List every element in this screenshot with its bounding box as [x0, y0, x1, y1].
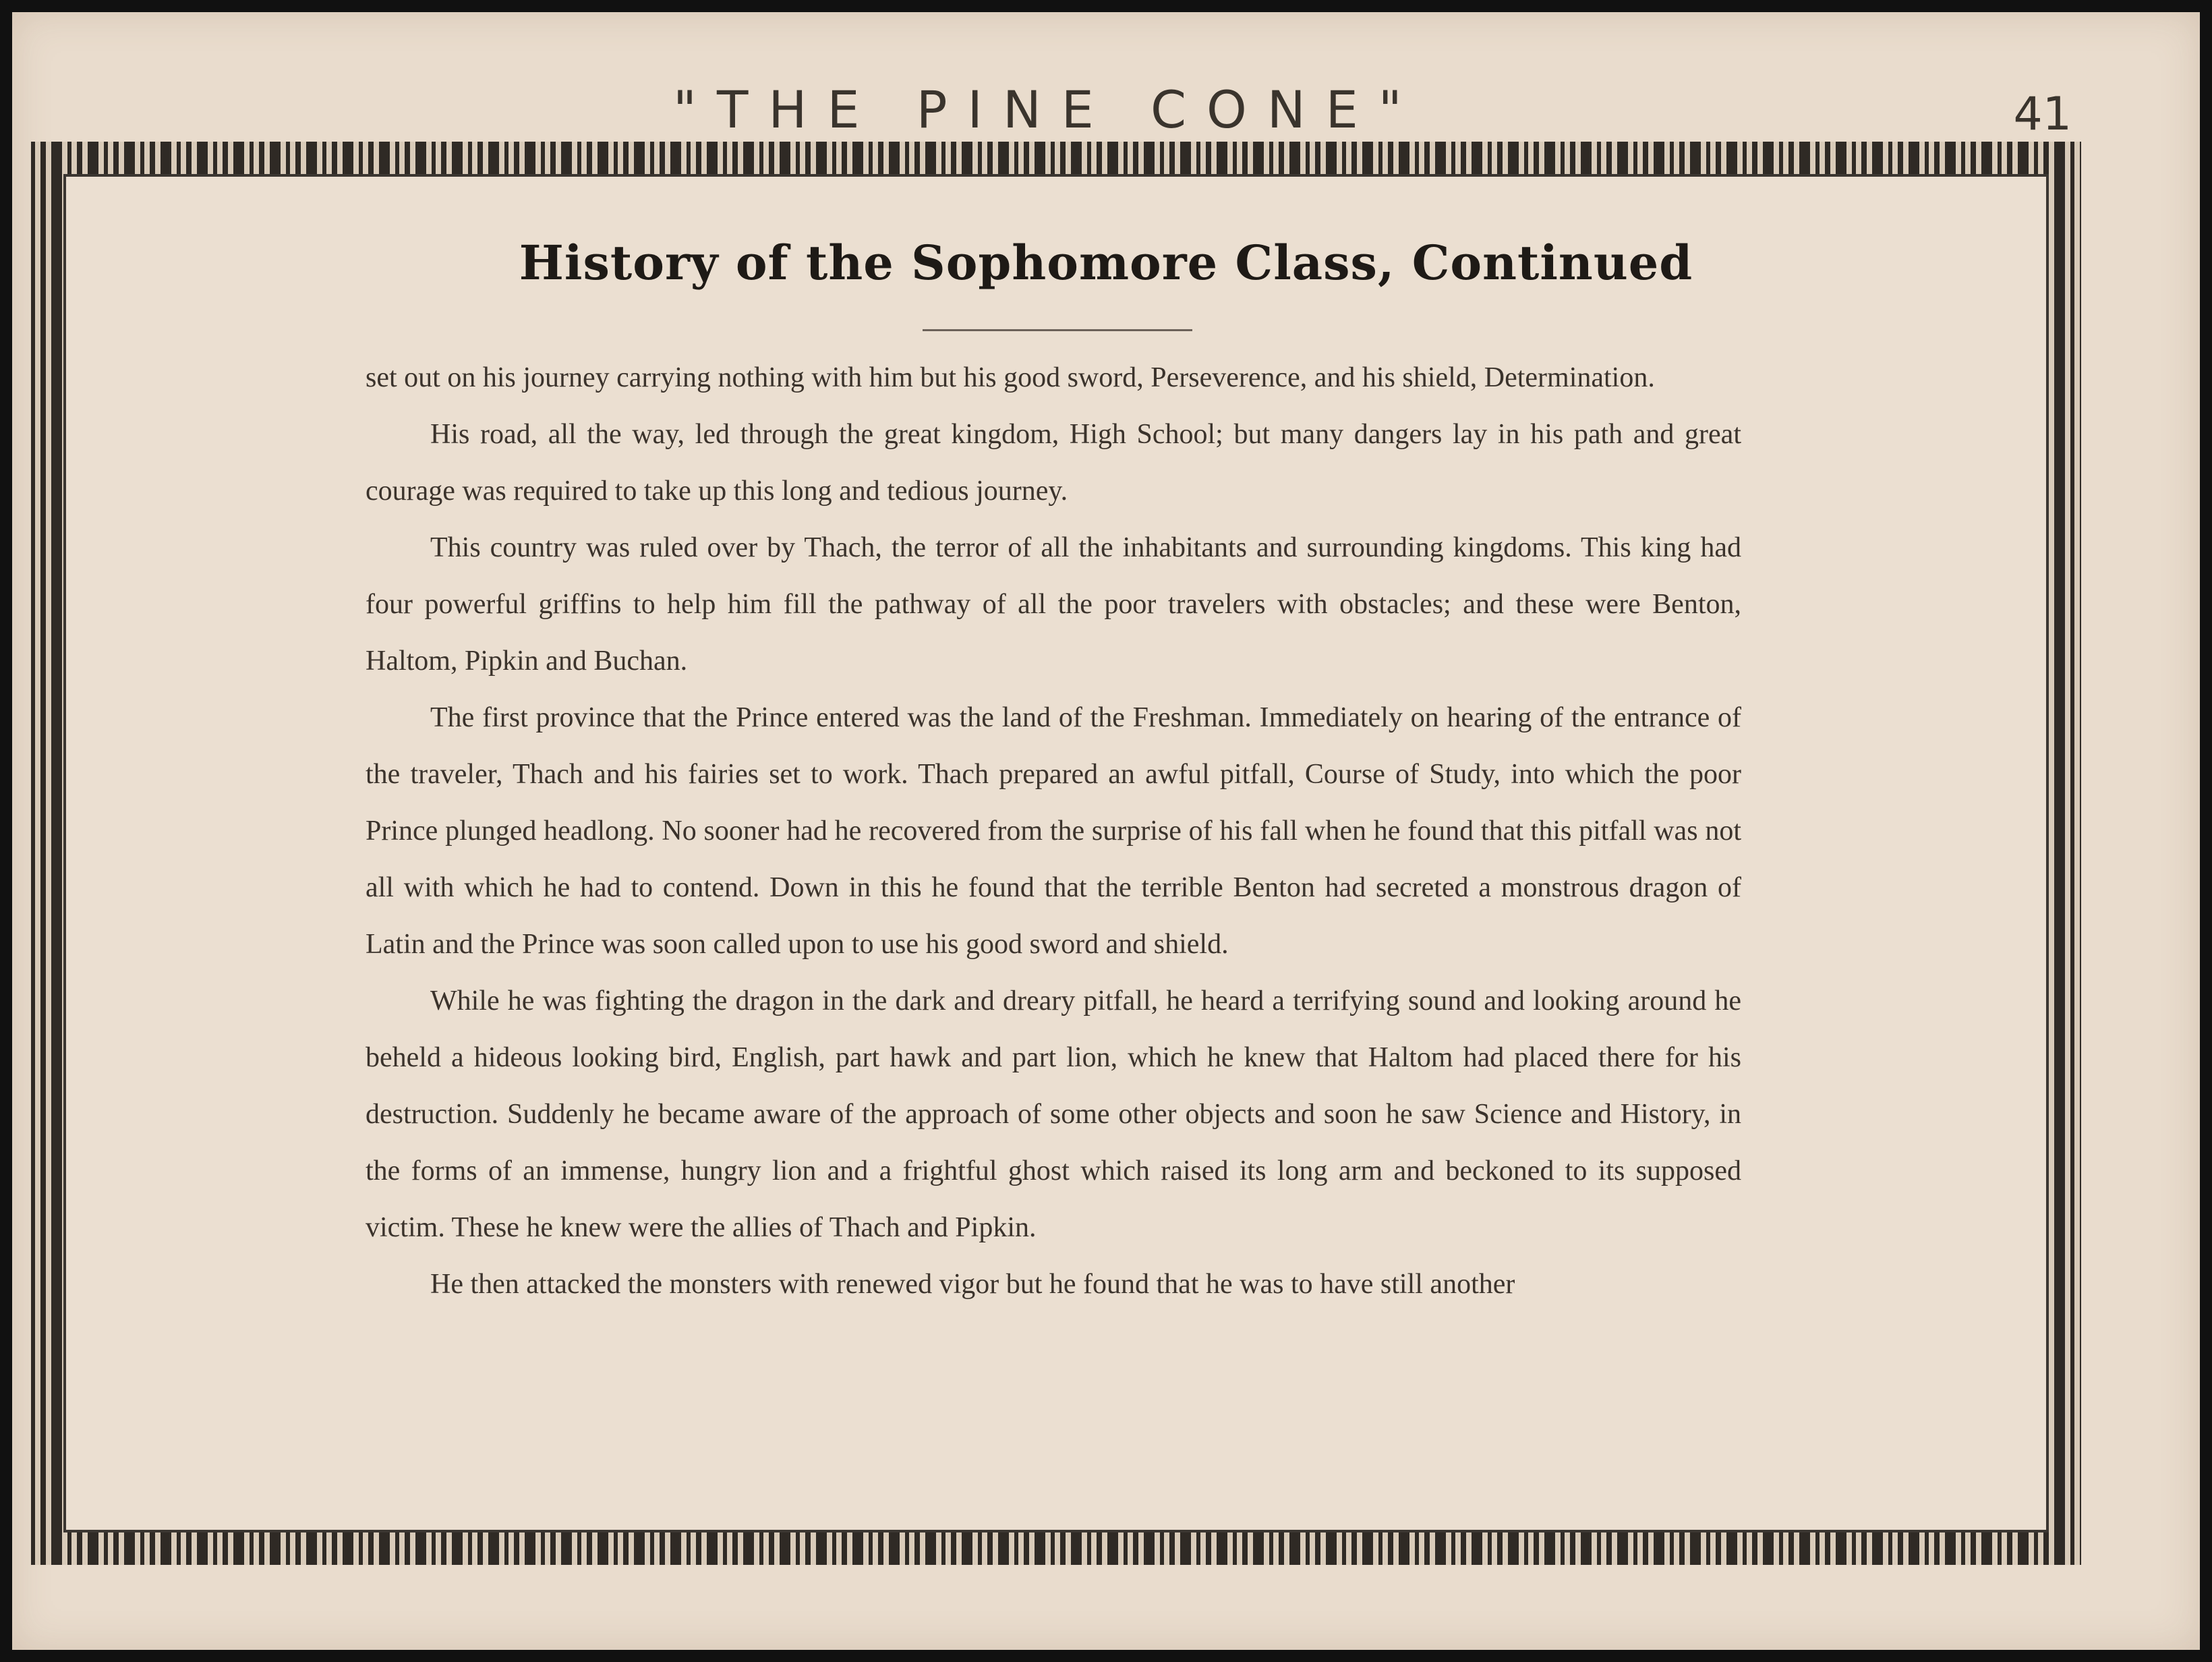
paragraph: While he was fighting the dragon in the dark and dreary pitfall, he heard a terrifying sound and looking around he beheld a hideous looking bird, English, part hawk and part lion, which he knew that Haltom had placed there for his destruction. Suddenly he became aware of the approach of some other objects and soon he saw Science and History, in the forms of an immense, hungry lion and a frightful ghost which raised its long arm and beckoned to its supposed victim. These he knew were the allies of Thach and Pipkin.: [366, 985, 1741, 1243]
title-divider: [923, 329, 1192, 331]
paragraph: set out on his journey carrying nothing with him but his good sword, Perseverence, and his shield, Determination.: [366, 362, 1655, 393]
page-number: 41: [2013, 88, 2072, 141]
article-body: [366, 349, 1741, 1313]
paragraph: His road, all the way, led through the great kingdom, High School; but many dangers lay in his path and great courage was required to take up this long and tedious journey.: [366, 419, 1741, 507]
running-title: "THE PINE CONE": [673, 80, 1422, 140]
paragraph: This country was ruled over by Thach, the terror of all the inhabitants and surrounding kingdoms. This king had four powerful griffins to help him fill the pathway of all the poor travelers with obstacles; and these were Benton, Haltom, Pipkin and Buchan.: [366, 532, 1741, 677]
paragraph: The first province that the Prince entered was the land of the Freshman. Immediately on hearing of the entrance of the traveler, Thach and his fairies set to work. Thach prepared an awful pitfall, Course of Study, into which the poor Prince plunged headlong. No sooner had he recovered from the surprise of his fall when he found that this pitfall was not all with which he had to contend. Down in this he found that the terrible Benton had secreted a monstrous dragon of Latin and the Prince was soon called upon to use his good sword and shield.: [366, 702, 1741, 960]
yearbook-page: [12, 12, 2200, 1650]
paragraph: He then attacked the monsters with renewed vigor but he found that he was to have still another: [430, 1269, 1515, 1300]
article-title: History of the Sophomore Class, Continued: [519, 235, 1693, 291]
